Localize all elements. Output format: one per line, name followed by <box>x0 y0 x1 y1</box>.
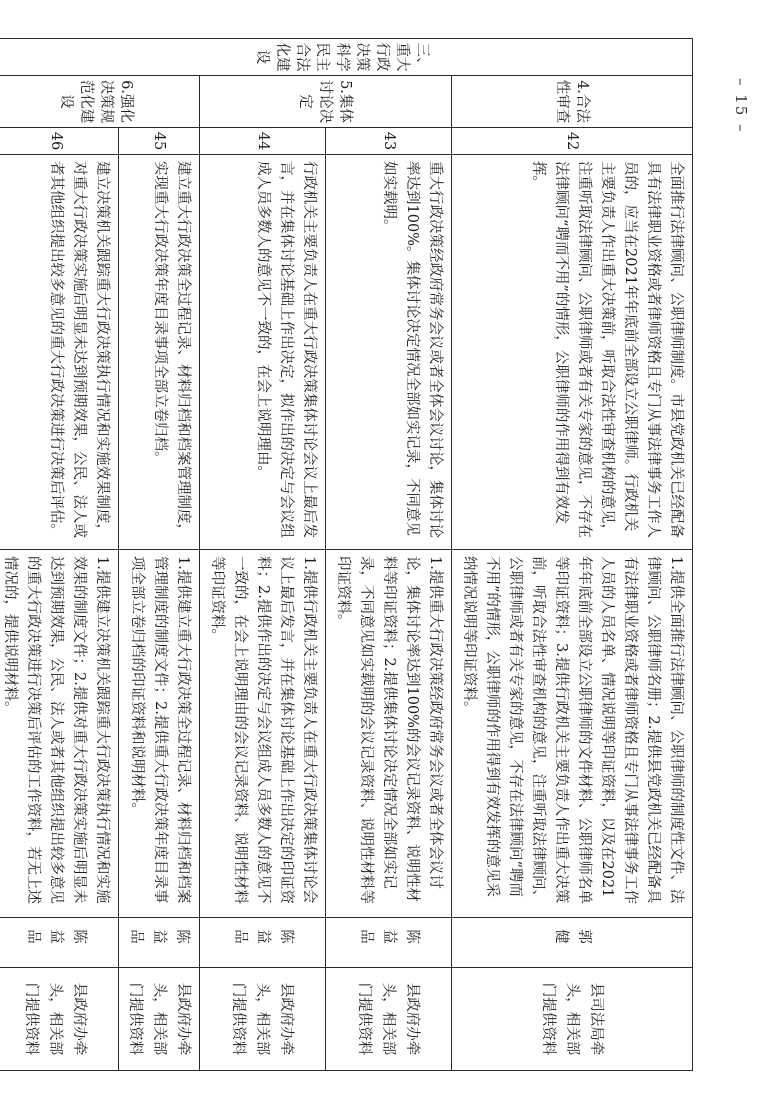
leader-cell: 郭健 <box>452 918 693 968</box>
section-cell: 5.集体讨论决定 <box>200 76 452 128</box>
standard-cell: 全面推行法律顾问、公职律师制度。市县党政机关已经配备具有法律职业资格或者律师资格且专门从事法律事务工作人员的，应当在2021年年底前全部设立公职律师。行政机关主要负责人作出重大决策前，听取合法性审查机构的意见，注重听取法律顾问、公职律师或者有关专家的意见，不存在法律顾问“聘而不用”的情形，公职律师的作用得到有效发挥。 <box>452 155 693 550</box>
leader-cell: 陈益品 <box>200 918 326 968</box>
item-number: 43 <box>326 128 452 155</box>
unit-cell: 县政府办牵头，相关部门提供资料 <box>0 968 119 1071</box>
item-number: 46 <box>0 128 119 155</box>
section-cell: 6.强化决策规范化建设 <box>0 76 200 128</box>
item-number: 44 <box>200 128 326 155</box>
unit-cell: 县司法局牵头，相关部门提供资料 <box>452 968 693 1071</box>
standard-cell: 重大行政决策经政府常务会议或者全体会议讨论，集体讨论率达到100%。集体讨论决定情况全部如实记录，不同意见如实载明。 <box>326 155 452 550</box>
leader-cell: 陈益品 <box>326 918 452 968</box>
table-row <box>0 39 119 1071</box>
unit-cell: 县政府办牵头，相关部门提供资料 <box>119 968 200 1071</box>
materials-cell: 1.提供行政机关主要负责人在重大行政决策集体讨论会议上最后发言，并在集体讨论基础上作出决定的印证资料；2.提供作出的决定与会议组成人员多数人的意见不一致的，在会上说明理由的会议记录资料、说明性材料等印证资料。 <box>200 550 326 918</box>
unit-cell: 县政府办牵头，相关部门提供资料 <box>326 968 452 1071</box>
table-row <box>326 39 452 1071</box>
category-cell: 三、重大行政决策科学民主合法化建设 <box>0 39 693 76</box>
leader-cell: 陈益品 <box>0 918 119 968</box>
page-number: – 15 – <box>732 78 750 134</box>
table-row <box>200 39 326 1071</box>
standard-cell: 行政机关主要负责人在重大行政决策集体讨论会议上最后发言，并在集体讨论基础上作出决定，拟作出的决定与会议组成人员多数人的意见不一致的，在会上说明理由。 <box>200 155 326 550</box>
materials-cell: 1.提供建立决策机关跟踪重大行政决策执行情况和实施效果的制度文件；2.提供对重大行政决策实施后明显未达到预期效果，公民、法人或者其他组织提出较多意见的重大行政决策进行决策后评估的工作资料，若无上述情况的，提供说明材料。 <box>0 550 119 918</box>
materials-cell: 1.提供重大行政决策经政府常务会议或者全体会议讨论，集体讨论率达到100%的会议记录资料、说明性材料等印证资料；2.提供集体讨论决定情况全部如实记录，不同意见如实载明的会议记录资料、说明性材料等印证资料。 <box>326 550 452 918</box>
item-number: 45 <box>119 128 200 155</box>
materials-cell: 1.提供全面推行法律顾问、公职律师的制度性文件、法律顾问、公职律师名册；2.提供县党政机关已经配备具有法律职业资格或者律师资格且专门从事法律事务工作人员的人员名单、情况说明等印证资料，以及在2021年年底前全部设立公职律师的文件材料、公职律师名单等印证资料；3.提供行政机关主要负责人作出重大决策前，听取合法性审查机构的意见，注重听取法律顾问、公职律师或者有关专家的意见，不存在法律顾问“聘而不用”的情形，公职律师的作用得到有效发挥的意见采纳情况说明等印证资料。 <box>452 550 693 918</box>
leader-cell: 陈益品 <box>119 918 200 968</box>
table-row <box>119 39 200 1071</box>
unit-cell: 县政府办牵头，相关部门提供资料 <box>200 968 326 1071</box>
materials-cell: 1.提供建立重大行政决策全过程记录、材料归档和档案管理制度的制度文件；2.提供重大行政决策年度目录事项全部立卷归档的印证资料和说明材料。 <box>119 550 200 918</box>
evaluation-table <box>0 38 693 1071</box>
rotated-table-wrapper <box>2 38 693 1070</box>
item-number: 42 <box>452 128 693 155</box>
section-cell: 4.合法性审查 <box>452 76 693 128</box>
table-row <box>452 39 693 1071</box>
standard-cell: 建立决策机关跟踪重大行政决策执行情况和实施效果制度，对重大行政决策实施后明显未达到预期效果，公民、法人或者其他组织提出较多意见的重大行政决策进行决策后评估。 <box>0 155 119 550</box>
standard-cell: 建立重大行政决策全过程记录、材料归档和档案管理制度，实现重大行政决策年度目录事项全部立卷归档。 <box>119 155 200 550</box>
